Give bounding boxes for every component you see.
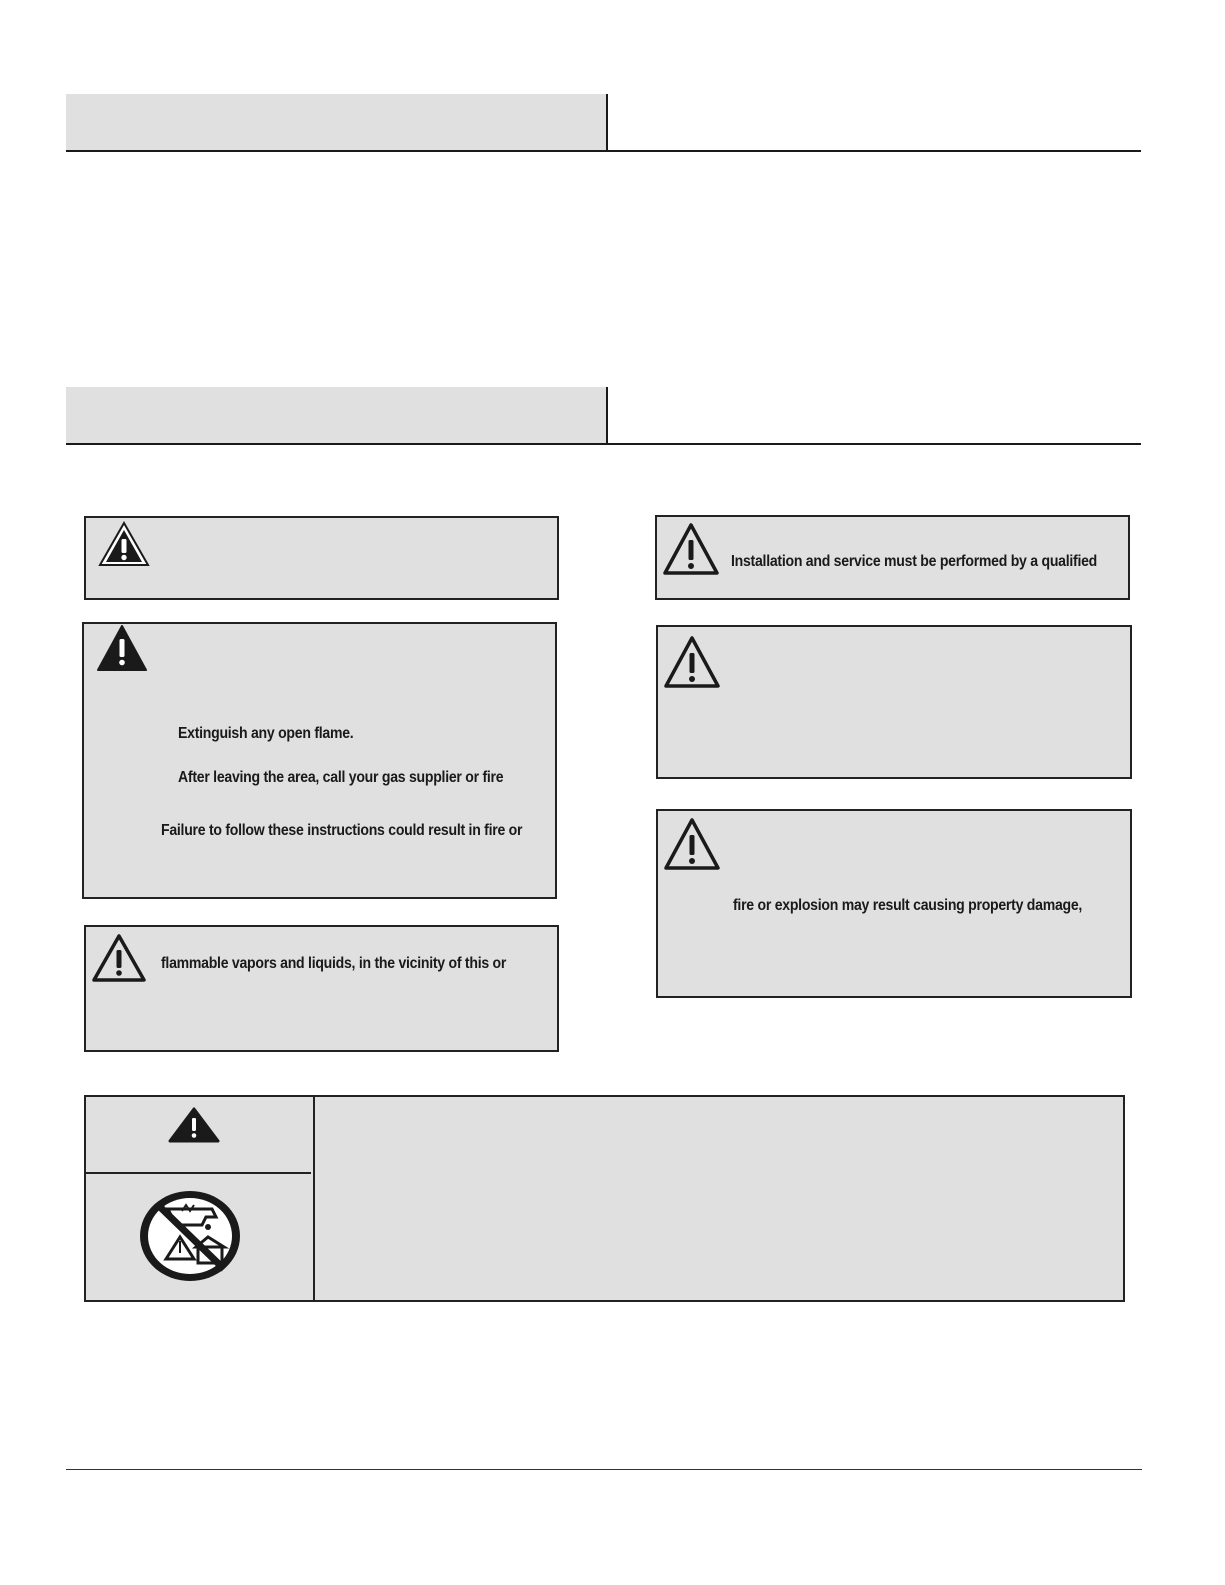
warning-triangle-icon (98, 521, 150, 567)
footer-rule (66, 1469, 1142, 1470)
warning-3-line-1: flammable vapors and liquids, in the vicinity of this or (161, 955, 507, 972)
warning-box-1 (84, 516, 559, 600)
section-header-1-rule (66, 150, 1141, 152)
warning-2-line-3: Failure to follow these instructions could result in fire or (161, 822, 523, 839)
warning-triangle-icon (168, 1107, 220, 1143)
no-indoor-use-icon (136, 1187, 244, 1285)
section-header-2-title-area (66, 387, 608, 444)
section-header-2-rule (66, 443, 1141, 445)
warning-triangle-icon (662, 522, 720, 576)
warning-box-5 (656, 625, 1132, 779)
symbol-divider (86, 1172, 311, 1174)
warning-box-2 (82, 622, 557, 899)
warning-triangle-icon (91, 933, 147, 983)
warning-2-line-2: After leaving the area, call your gas supplier or fire (178, 769, 504, 786)
warning-box-6 (656, 809, 1132, 998)
indoor-use-warning-panel (84, 1095, 1125, 1302)
warning-triangle-icon (663, 635, 721, 689)
section-header-1 (66, 94, 1141, 152)
indoor-use-warning-symbol-column (86, 1097, 315, 1300)
warning-4-line-1: Installation and service must be performed by a qualified (731, 553, 1097, 570)
warning-2-line-1: Extinguish any open flame. (178, 725, 354, 742)
section-header-1-title-area (66, 94, 608, 151)
warning-box-4 (655, 515, 1130, 600)
warning-triangle-icon (96, 624, 148, 672)
section-header-2 (66, 387, 1141, 445)
warning-6-line-1: fire or explosion may result causing property damage, (733, 897, 1083, 914)
warning-box-3 (84, 925, 559, 1052)
warning-triangle-icon (663, 817, 721, 871)
